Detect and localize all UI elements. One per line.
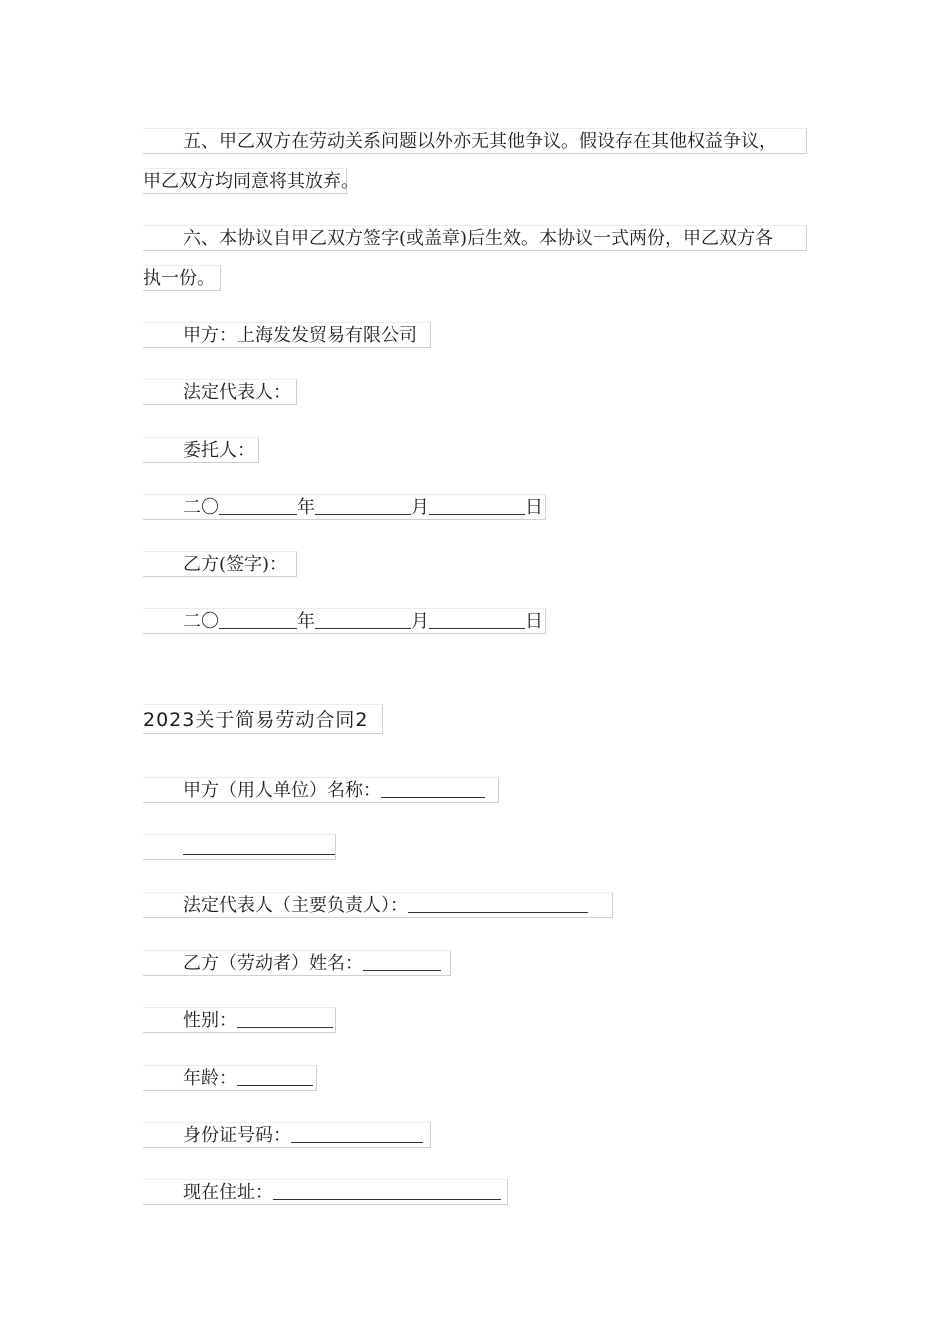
address-label: 现在住址： <box>183 1182 273 1203</box>
date-line-1 <box>143 494 546 520</box>
section-title-text: 2023关于简易劳动合同2 <box>143 709 369 731</box>
clause-6-line-1 <box>143 225 807 251</box>
age-blank[interactable] <box>237 1066 313 1086</box>
date-line-2 <box>143 608 546 634</box>
legal-rep-2-blank[interactable] <box>408 893 588 913</box>
clause-6-text-2: 执一份。 <box>143 268 215 289</box>
year-blank[interactable] <box>219 495 297 515</box>
gender-label: 性别： <box>183 1010 237 1031</box>
section-title <box>143 704 383 734</box>
date-prefix: 二〇 <box>183 611 219 632</box>
clause-6-text-1: 六、本协议自甲乙双方签字(或盖章)后生效。本协议一式两份，甲乙双方各 <box>183 228 774 249</box>
address-line <box>143 1179 508 1205</box>
id-number-line <box>143 1122 431 1148</box>
age-line <box>143 1065 317 1091</box>
worker-name-label: 乙方（劳动者）姓名： <box>183 953 363 974</box>
year-label: 年 <box>297 611 315 632</box>
day-label: 日 <box>525 611 543 632</box>
clause-6-line-2 <box>143 265 221 291</box>
legal-rep-line <box>143 379 297 405</box>
month-blank[interactable] <box>315 495 411 515</box>
id-number-label: 身份证号码： <box>183 1125 291 1146</box>
gender-line <box>143 1007 336 1033</box>
clause-5-text-1: 五、甲乙双方在劳动关系问题以外亦无其他争议。假设存在其他权益争议， <box>183 131 777 152</box>
employer-name-cont-line <box>143 834 336 860</box>
gender-blank[interactable] <box>237 1008 333 1028</box>
clause-5-line-1 <box>143 128 807 154</box>
legal-rep-2-label: 法定代表人（主要负责人）： <box>183 895 408 916</box>
party-a-text: 甲方：上海发发贸易有限公司 <box>183 325 417 346</box>
date-prefix: 二〇 <box>183 497 219 518</box>
year-blank[interactable] <box>219 609 297 629</box>
day-blank[interactable] <box>429 495 525 515</box>
id-number-blank[interactable] <box>291 1123 423 1143</box>
year-label: 年 <box>297 497 315 518</box>
entrusted-label: 委托人： <box>183 440 255 461</box>
party-a-line <box>143 322 431 348</box>
employer-name-blank-2[interactable] <box>183 835 335 855</box>
day-blank[interactable] <box>429 609 525 629</box>
age-label: 年龄： <box>183 1068 237 1089</box>
clause-5-text-2: 甲乙双方均同意将其放弃。 <box>143 171 359 192</box>
day-label: 日 <box>525 497 543 518</box>
legal-rep-label: 法定代表人： <box>183 382 291 403</box>
month-blank[interactable] <box>315 609 411 629</box>
clause-5-line-2 <box>143 168 359 194</box>
legal-rep-2-line <box>143 892 613 918</box>
worker-name-line <box>143 950 451 976</box>
employer-name-blank[interactable] <box>381 778 485 798</box>
month-label: 月 <box>411 497 429 518</box>
worker-name-blank[interactable] <box>363 951 441 971</box>
party-b-label: 乙方(签字)： <box>183 554 288 575</box>
address-blank[interactable] <box>273 1180 501 1200</box>
employer-name-line <box>143 777 499 803</box>
entrusted-line <box>143 437 259 463</box>
month-label: 月 <box>411 611 429 632</box>
party-b-line <box>143 551 297 577</box>
employer-name-label: 甲方（用人单位）名称： <box>183 780 381 801</box>
